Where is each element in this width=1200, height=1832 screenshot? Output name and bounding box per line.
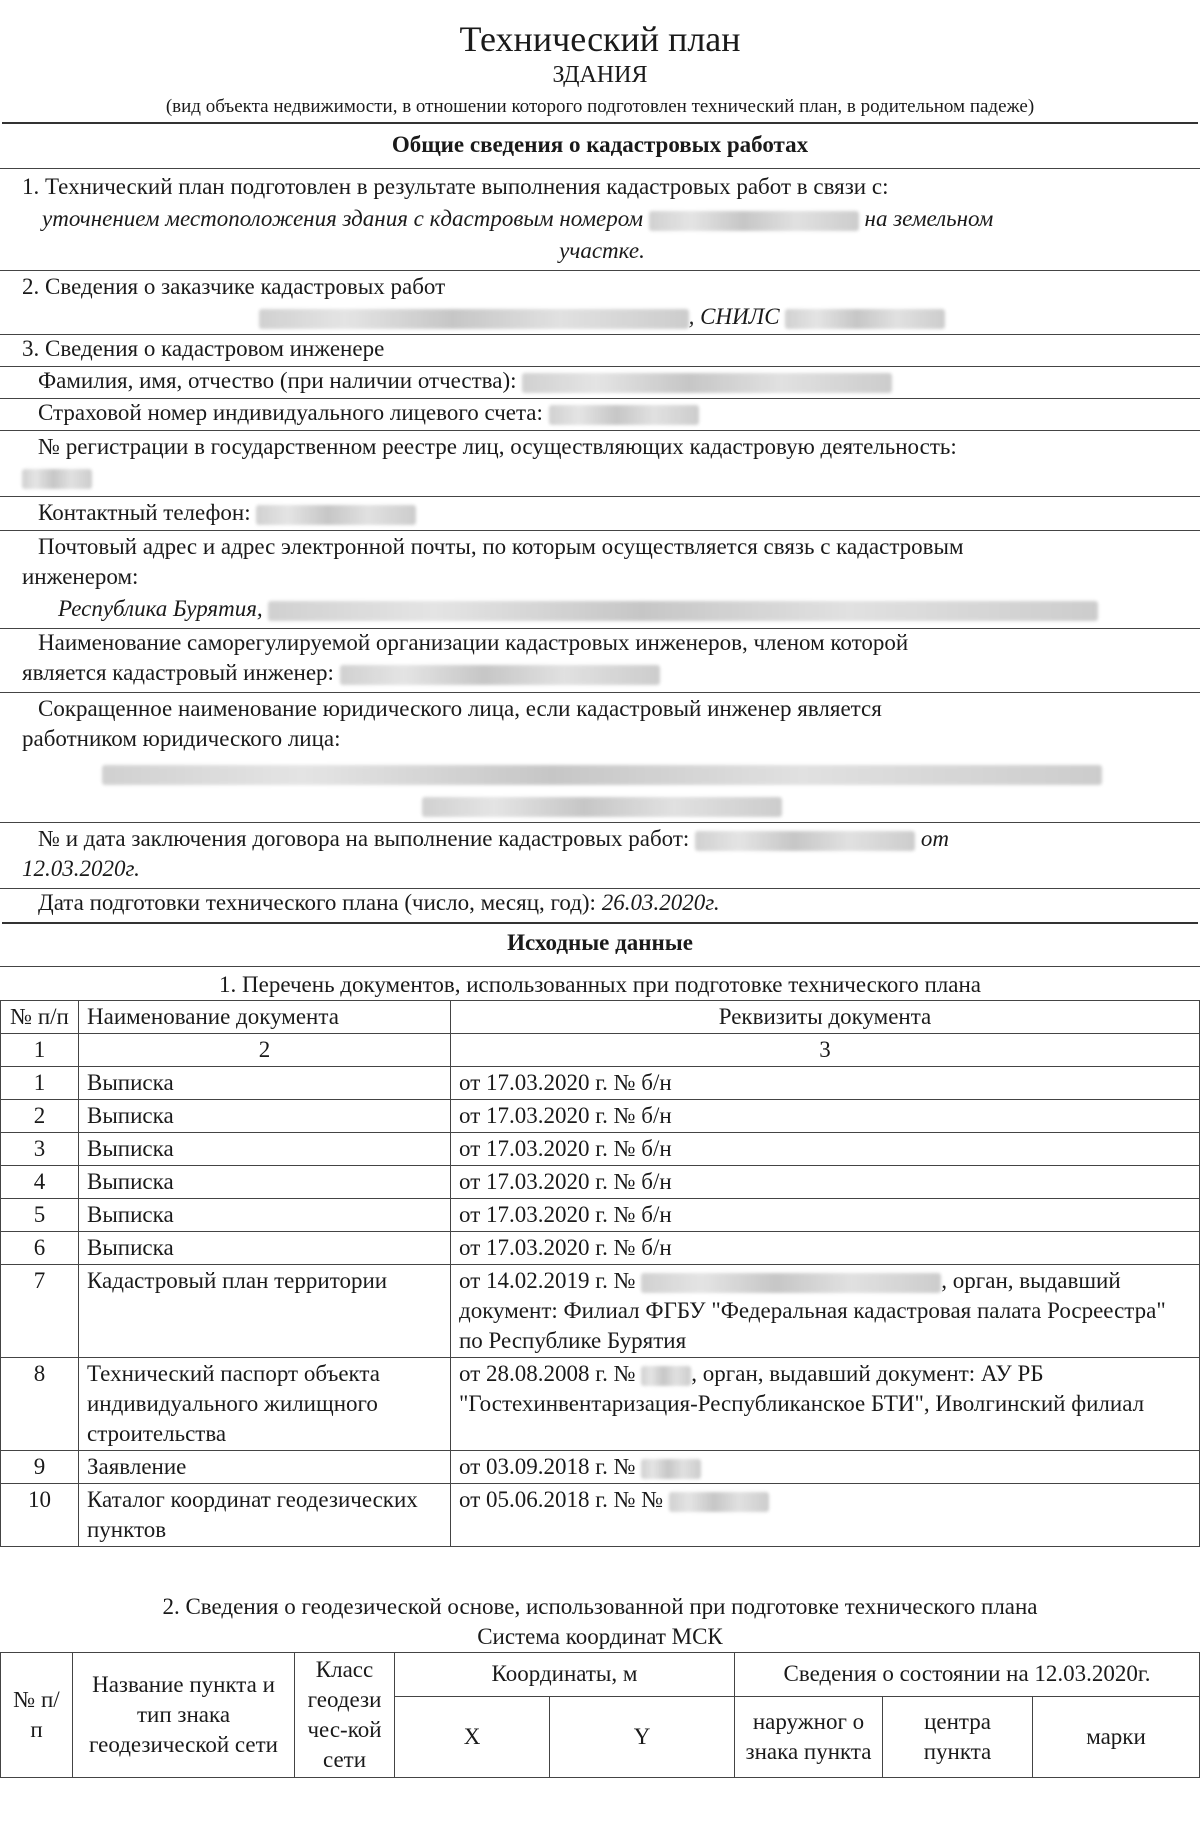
address-value	[58, 594, 1200, 624]
row-number: 5	[1, 1199, 79, 1232]
req-start: от 14.02.2019 г. №	[459, 1268, 636, 1293]
divider	[0, 692, 1200, 693]
doc-requisites: от 17.03.2020 г. № б/н	[451, 1166, 1200, 1199]
geodesy-title: 2. Сведения о геодезической основе, использованной при подготовке технического плана	[162, 1594, 1038, 1619]
org-label-2: работником юридического лица:	[22, 726, 341, 751]
prep-label: Дата подготовки технического плана (число, месяц, год):	[38, 890, 596, 915]
req-start: от 28.08.2008 г. №	[459, 1361, 636, 1386]
org-label-1: Сокращенное наименование юридического лица, если кадастровый инженер является	[38, 696, 882, 721]
documents-index-row	[1, 1034, 1200, 1067]
doc-requisites: от 17.03.2020 г. № б/н	[451, 1133, 1200, 1166]
item1-value	[42, 204, 1200, 234]
address-region: Республика Бурятия,	[58, 596, 263, 621]
geo-col-y: Y	[550, 1696, 735, 1777]
top-border	[2, 122, 1198, 124]
index-cell: 2	[79, 1034, 451, 1067]
doc-requisites	[451, 1358, 1200, 1451]
sro-line-2	[22, 658, 1182, 688]
contract-label: № и дата заключения договора на выполнение кадастровых работ:	[38, 826, 690, 851]
prep-line	[38, 888, 1198, 918]
divider	[0, 168, 1200, 169]
geo-col-center: центра пункта	[883, 1696, 1033, 1777]
contract-date: 12.03.2020г.	[22, 856, 140, 881]
phone-label: Контактный телефон:	[38, 500, 251, 525]
table-row	[1, 1451, 1200, 1484]
redacted-contract-number	[695, 831, 915, 851]
doc-name: Выписка	[79, 1166, 451, 1199]
contract-line	[38, 824, 1198, 854]
item1-label: 1. Технический план подготовлен в результате выполнения кадастровых работ в связи с:	[22, 174, 889, 199]
reg-label: № регистрации в государственном реестре лиц, осуществляющих кадастровую деятельность:	[38, 434, 957, 459]
table-row	[1, 1199, 1200, 1232]
divider	[0, 270, 1200, 271]
sro-label-2: является кадастровый инженер:	[22, 660, 334, 685]
address-label-2: инженером:	[22, 564, 139, 589]
coordinate-system: Система координат МСК	[477, 1624, 723, 1649]
doc-name: Выписка	[79, 1199, 451, 1232]
org-value-2	[22, 790, 1182, 820]
redacted-number	[669, 1492, 769, 1512]
doc-name: Выписка	[79, 1133, 451, 1166]
object-type: ЗДАНИЯ	[552, 62, 648, 88]
table-row	[1, 1265, 1200, 1358]
fio-label: Фамилия, имя, отчество (при наличии отчества):	[38, 368, 517, 393]
redacted-engineer-name	[522, 373, 892, 393]
customer-value	[22, 302, 1182, 332]
doc-requisites	[451, 1484, 1200, 1547]
col-name-header: Наименование документа	[79, 1001, 451, 1034]
engineer-snils	[38, 398, 1198, 428]
row-number: 3	[1, 1133, 79, 1166]
geo-col-outer: наружног о знака пункта	[735, 1696, 883, 1777]
row-number: 2	[1, 1100, 79, 1133]
redacted-sro-name	[340, 665, 660, 685]
redacted-number	[641, 1366, 691, 1386]
redacted-customer-name	[259, 309, 689, 329]
req-end: , орган, выдавший документ: АУ РБ "Гостехинвентаризация-Республиканское БТИ", Иволгинский филиал	[459, 1361, 1145, 1416]
req-end: , орган, выдавший документ: Филиал ФГБУ "Федеральная кадастровая палата Росреестра" по Республике Бурятия	[459, 1268, 1166, 1353]
item1-value-b: на земельном	[864, 206, 994, 231]
row-number: 10	[1, 1484, 79, 1547]
index-cell: 1	[1, 1034, 79, 1067]
geo-col-x: X	[395, 1696, 550, 1777]
redacted-address	[268, 601, 1098, 621]
divider	[0, 496, 1200, 497]
redacted-org-name	[102, 765, 1102, 785]
document-title: Технический план	[459, 19, 741, 59]
doc-requisites: от 17.03.2020 г. № б/н	[451, 1199, 1200, 1232]
divider	[0, 530, 1200, 531]
org-value-1	[22, 758, 1182, 788]
engineer-fio	[38, 366, 1198, 396]
contract-from: от	[920, 826, 949, 851]
table-row	[1, 1100, 1200, 1133]
address-label-1: Почтовый адрес и адрес электронной почты, по которым осуществляется связь с кадастровым	[38, 534, 964, 559]
redacted-number	[641, 1273, 941, 1293]
documents-table	[0, 1000, 1200, 1547]
section-border	[2, 922, 1198, 924]
redacted-number	[641, 1459, 701, 1479]
req-start: от 03.09.2018 г. №	[459, 1454, 636, 1479]
geo-col-num: № п/ п	[1, 1653, 73, 1778]
table-row	[1, 1133, 1200, 1166]
doc-requisites: от 17.03.2020 г. № б/н	[451, 1067, 1200, 1100]
req-start: от 05.06.2018 г. № №	[459, 1487, 664, 1512]
documents-list-title: 1. Перечень документов, использованных при подготовке технического плана	[219, 972, 981, 997]
doc-name: Заявление	[79, 1451, 451, 1484]
row-number: 9	[1, 1451, 79, 1484]
reg-value	[22, 462, 1182, 492]
divider	[0, 966, 1200, 967]
table-row	[1, 1358, 1200, 1451]
doc-name: Выписка	[79, 1100, 451, 1133]
documents-header-row	[1, 1001, 1200, 1034]
customer-snils-label: , СНИЛС	[688, 304, 780, 329]
general-section-title: Общие сведения о кадастровых работах	[391, 132, 809, 157]
redacted-phone	[256, 505, 416, 525]
source-section-title: Исходные данные	[507, 930, 693, 955]
doc-requisites	[451, 1265, 1200, 1358]
redacted-org-address	[422, 797, 782, 817]
object-type-note: (вид объекта недвижимости, в отношении которого подготовлен технический план, в родительном падеже)	[165, 96, 1035, 117]
row-number: 7	[1, 1265, 79, 1358]
doc-requisites: от 17.03.2020 г. № б/н	[451, 1232, 1200, 1265]
table-row	[1, 1484, 1200, 1547]
item3-label: 3. Сведения о кадастровом инженере	[22, 336, 385, 361]
doc-name: Каталог координат геодезических пунктов	[79, 1484, 451, 1547]
engineer-phone	[38, 498, 1198, 528]
col-num-header: № п/п	[1, 1001, 79, 1034]
doc-requisites: от 17.03.2020 г. № б/н	[451, 1100, 1200, 1133]
redacted-reg-number	[22, 469, 92, 489]
geo-col-marks: марки	[1033, 1696, 1200, 1777]
sro-label-1: Наименование саморегулируемой организации кадастровых инженеров, членом которой	[38, 630, 909, 655]
geo-col-name: Название пункта и тип знака геодезической сети	[73, 1653, 295, 1778]
row-number: 6	[1, 1232, 79, 1265]
doc-name: Кадастровый план территории	[79, 1265, 451, 1358]
geodesy-table	[0, 1652, 1200, 1778]
row-number: 1	[1, 1067, 79, 1100]
row-number: 4	[1, 1166, 79, 1199]
geo-col-state: Сведения о состоянии на 12.03.2020г.	[735, 1653, 1200, 1697]
doc-name: Технический паспорт объекта индивидуального жилищного строительства	[79, 1358, 451, 1451]
table-row	[1, 1232, 1200, 1265]
doc-name: Выписка	[79, 1232, 451, 1265]
table-row	[1, 1067, 1200, 1100]
geo-col-class: Класс геодези чес-кой сети	[295, 1653, 395, 1778]
divider	[0, 430, 1200, 431]
geodesy-header-row-1	[1, 1653, 1200, 1697]
col-req-header: Реквизиты документа	[451, 1001, 1200, 1034]
snils-label: Страховой номер индивидуального лицевого счета:	[38, 400, 543, 425]
redacted-cadastral-number	[649, 211, 859, 231]
doc-name: Выписка	[79, 1067, 451, 1100]
table-row	[1, 1166, 1200, 1199]
prep-date: 26.03.2020г.	[601, 890, 720, 915]
doc-requisites	[451, 1451, 1200, 1484]
redacted-engineer-snils	[549, 405, 699, 425]
geo-col-coords: Координаты, м	[395, 1653, 735, 1697]
redacted-customer-snils	[785, 309, 945, 329]
index-cell: 3	[451, 1034, 1200, 1067]
row-number: 8	[1, 1358, 79, 1451]
divider	[0, 822, 1200, 823]
item1-value-c: участке.	[559, 238, 645, 263]
item2-label: 2. Сведения о заказчике кадастровых работ	[22, 274, 446, 299]
item1-value-a: уточнением местоположения здания с кдастровым номером	[42, 206, 644, 231]
